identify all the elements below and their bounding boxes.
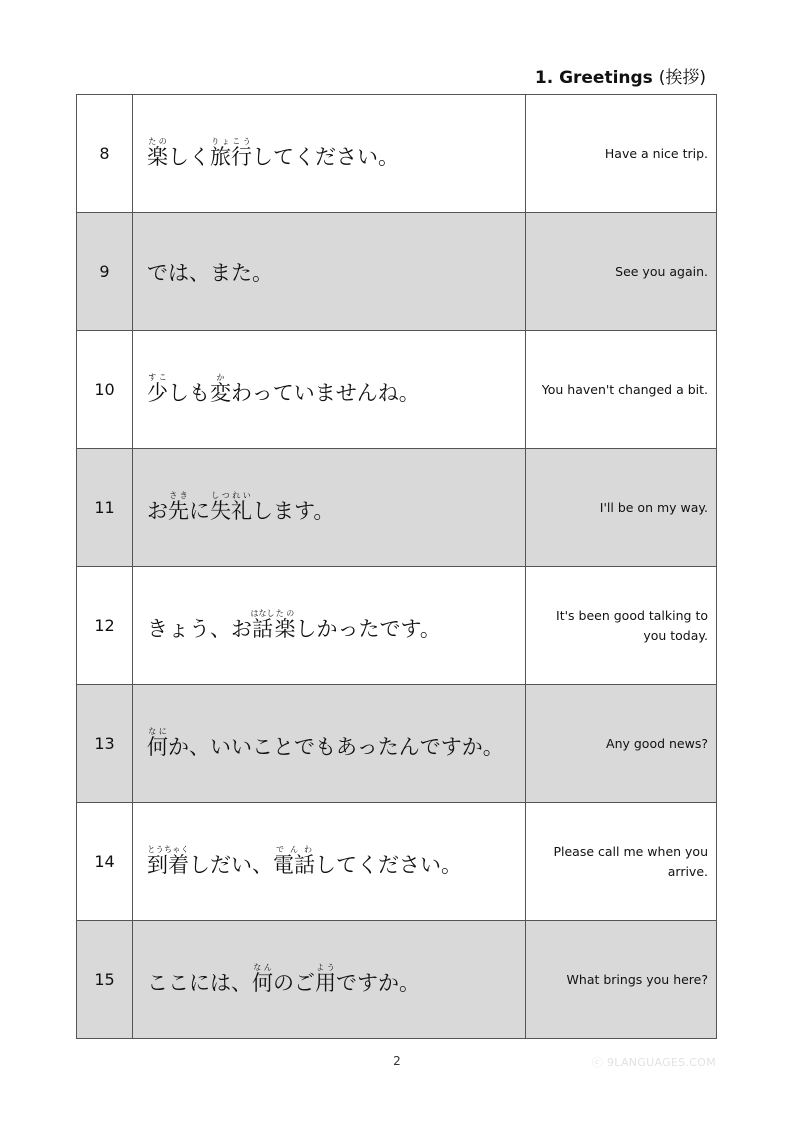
english-translation: See you again.	[526, 213, 717, 331]
table-row	[77, 567, 717, 685]
english-translation: It's been good talking to you today.	[526, 567, 717, 685]
phrase-table-body	[77, 95, 717, 1039]
kanji-with-furigana	[147, 844, 189, 877]
japanese-phrase	[133, 213, 526, 331]
english-translation: Please call me when you arrive.	[526, 803, 717, 921]
kana-text: しも	[168, 380, 210, 405]
furigana-reading: なに	[147, 726, 168, 736]
japanese-phrase	[133, 803, 526, 921]
kanji-with-furigana	[147, 726, 168, 759]
furigana-reading: さき	[168, 490, 189, 500]
japanese-phrase	[133, 95, 526, 213]
watermark: ⓒ 9LANGUAGES.COM	[591, 1056, 716, 1069]
kanji-text: 楽	[147, 144, 168, 169]
table-row	[77, 331, 717, 449]
furigana-reading: でんわ	[273, 844, 315, 854]
kana-text: しかったです。	[295, 616, 441, 641]
table-row	[77, 921, 717, 1039]
furigana-reading: しつれい	[210, 490, 252, 500]
kanji-with-furigana	[168, 490, 189, 523]
kana-text: に	[189, 498, 210, 523]
furigana-reading: たの	[274, 608, 296, 618]
kanji-text: 失礼	[210, 498, 252, 523]
japanese-phrase	[133, 921, 526, 1039]
kanji-text: 変	[210, 380, 231, 405]
kana-text: か、いいことでもあったんですか。	[168, 734, 504, 759]
page-number: 2	[393, 1054, 401, 1068]
kanji-with-furigana	[147, 372, 168, 405]
furigana-reading: よう	[315, 962, 336, 972]
row-number: 10	[77, 331, 133, 449]
table-row	[77, 803, 717, 921]
furigana-reading: とうちゃく	[147, 844, 189, 854]
kana-text: ここには、	[147, 970, 252, 995]
kanji-text: 到着	[147, 852, 189, 877]
row-number: 9	[77, 213, 133, 331]
row-number: 15	[77, 921, 133, 1039]
furigana-reading: か	[210, 372, 231, 382]
kana-text: します。	[252, 498, 335, 523]
table-row	[77, 95, 717, 213]
english-translation: Have a nice trip.	[526, 95, 717, 213]
japanese-phrase	[133, 567, 526, 685]
furigana-reading: なん	[252, 962, 273, 972]
kana-text: きょう、お	[147, 616, 252, 641]
section-subtitle: (挨拶)	[658, 68, 706, 88]
kana-text: してください。	[252, 144, 399, 169]
table-row	[77, 449, 717, 567]
row-number: 12	[77, 567, 133, 685]
kanji-with-furigana	[210, 490, 252, 523]
kanji-text: 話	[250, 616, 275, 641]
page-heading	[535, 63, 706, 88]
table-row	[77, 685, 717, 803]
kanji-with-furigana	[315, 962, 336, 995]
japanese-phrase	[133, 331, 526, 449]
phrase-table	[76, 94, 717, 1039]
kanji-with-furigana	[273, 844, 315, 877]
kanji-text: 少	[147, 380, 168, 405]
kanji-text: 楽	[274, 616, 296, 641]
kana-text: してください。	[315, 852, 462, 877]
kanji-with-furigana	[210, 136, 252, 169]
japanese-phrase	[133, 685, 526, 803]
kanji-text: 先	[168, 498, 189, 523]
english-translation: You haven't changed a bit.	[526, 331, 717, 449]
row-number: 14	[77, 803, 133, 921]
kana-text: お	[147, 498, 168, 523]
kanji-text: 電話	[273, 852, 315, 877]
kanji-with-furigana	[147, 136, 168, 169]
row-number: 11	[77, 449, 133, 567]
table-row	[77, 213, 717, 331]
section-title: 1. Greetings	[534, 68, 653, 88]
english-translation: What brings you here?	[526, 921, 717, 1039]
kanji-text: 用	[315, 970, 336, 995]
kanji-with-furigana	[210, 372, 231, 405]
kana-text: しく	[168, 144, 210, 169]
furigana-reading: すこ	[147, 372, 168, 382]
kana-text: のご	[273, 970, 315, 995]
kanji-with-furigana	[274, 608, 296, 641]
row-number: 8	[77, 95, 133, 213]
kana-text: では、また。	[147, 260, 273, 285]
furigana-reading: はなし	[250, 608, 275, 618]
row-number: 13	[77, 685, 133, 803]
kanji-text: 何	[252, 970, 273, 995]
kanji-text: 旅行	[210, 144, 252, 169]
english-translation: Any good news?	[526, 685, 717, 803]
kana-text: ですか。	[336, 970, 420, 995]
kanji-with-furigana	[250, 608, 275, 641]
kana-text: わっていませんね。	[231, 380, 420, 405]
kana-text: しだい、	[189, 852, 273, 877]
furigana-reading: たの	[147, 136, 168, 146]
kanji-with-furigana	[252, 962, 273, 995]
english-translation: I'll be on my way.	[526, 449, 717, 567]
japanese-phrase	[133, 449, 526, 567]
furigana-reading: りょこう	[210, 136, 252, 146]
kanji-text: 何	[147, 734, 168, 759]
